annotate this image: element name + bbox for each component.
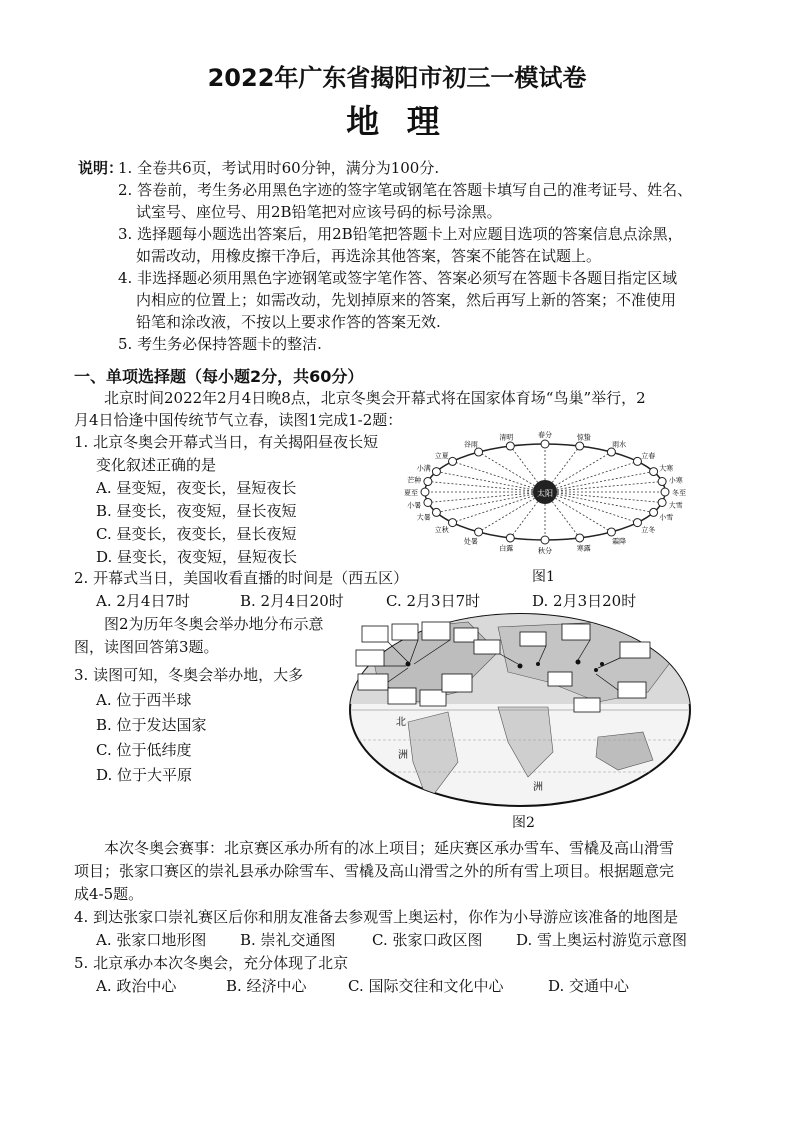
solar-term-label: 冬至: [672, 489, 686, 497]
solar-term-label: 小寒: [668, 476, 683, 485]
solar-term-label: 立夏: [434, 452, 449, 461]
solar-term-label: 秋分: [538, 547, 552, 555]
solar-term-label: 大暑: [416, 513, 431, 522]
option: B. 2月4日20时: [240, 592, 344, 610]
orbit-spoke: [545, 472, 654, 492]
solar-term-label: 清明: [499, 433, 514, 442]
instruction-line: 3. 选择题每小题选出答案后，用2B铅笔把答题卡上对应题目选项的答案信息点涂黑，: [118, 225, 683, 243]
option: D. 位于大平原: [96, 766, 193, 784]
option: C. 2月3日7时: [386, 592, 481, 610]
option: C. 国际交往和文化中心: [348, 977, 504, 995]
solar-term-label: 小暑: [407, 501, 422, 510]
question-stem: 2. 开幕式当日，美国收看直播的时间是（西五区）: [74, 569, 409, 587]
question-stem: 1. 北京冬奥会开幕式当日，有关揭阳昼夜长短: [74, 433, 379, 451]
option: B. 经济中心: [226, 977, 307, 995]
option: A. 政治中心: [96, 977, 177, 995]
question-stem: 3. 读图可知，冬奥会举办地，大多: [74, 666, 304, 684]
solar-term-label: 霜降: [612, 537, 627, 546]
figure-caption: 图2: [512, 815, 535, 831]
question-stem: 变化叙述正确的是: [96, 456, 217, 474]
option: C. 昼变长，夜变长，昼长夜短: [96, 525, 297, 543]
solar-term-label: 立冬: [641, 525, 656, 534]
instruction-line: 铅笔和涂改液，不按以上要求作答的答案无效.: [136, 313, 441, 331]
orbit-spoke: [545, 492, 637, 523]
solar-term-label: 大寒: [659, 464, 674, 473]
subject-title: 地 理: [346, 102, 448, 141]
earth-position-node: [432, 508, 440, 516]
solar-term-label: 寒露: [576, 544, 591, 553]
option: D. 昼变长，夜变短，昼短夜长: [96, 548, 298, 566]
winter-olympics-world-map: [348, 612, 692, 808]
solar-term-label: 芒种: [407, 476, 422, 485]
earth-position-node: [541, 536, 549, 544]
earth-position-node: [576, 534, 584, 542]
option: A. 昼变短，夜变长，昼短夜长: [96, 479, 297, 497]
earth-position-node: [506, 442, 514, 450]
passage-text: 月4日恰逢中国传统节气立春，读图1完成1-2题：: [74, 411, 403, 429]
orbit-spoke: [428, 482, 545, 492]
solar-terms-diagram: [404, 430, 690, 570]
orbit-spoke: [453, 461, 545, 492]
figure-caption: 图1: [532, 569, 555, 585]
orbit-spoke: [428, 492, 545, 502]
option: D. 雪上奥运村游览示意图: [516, 931, 688, 949]
earth-position-node: [475, 528, 483, 536]
instruction-line: 5. 考生务必保持答题卡的整洁.: [118, 335, 322, 353]
solar-term-label: 谷雨: [463, 440, 478, 449]
orbit-spoke: [545, 482, 662, 492]
passage-text: 成4-5题。: [74, 885, 144, 903]
instruction-line: 试室号、座位号、用2B铅笔把对应该号码的标号涂黑。: [136, 203, 502, 221]
earth-position-node: [421, 488, 429, 496]
passage-text: 北京时间2022年2月4日晚8点，北京冬奥会开幕式将在国家体育场“鸟巢”举行，2: [104, 389, 646, 407]
earth-position-node: [661, 488, 669, 496]
earth-position-node: [432, 468, 440, 476]
instruction-line: 2. 答卷前，考生务必用黑色字迹的签字笔或钢笔在答题卡填写自己的准考证号、姓名、: [118, 181, 693, 199]
solar-term-label: 夏至: [404, 489, 418, 497]
earth-position-node: [449, 457, 457, 465]
earth-position-node: [541, 440, 549, 448]
passage-text: 图2为历年冬奥会举办地分布示意: [104, 615, 324, 633]
passage-text: 项目；张家口赛区的崇礼县承办除雪车、雪橇及高山滑雪之外的所有雪上项目。根据题意完: [74, 862, 675, 880]
earth-position-node: [607, 528, 615, 536]
orbit-spoke: [545, 492, 654, 512]
solar-term-label: 雨水: [612, 440, 627, 449]
option: D. 交通中心: [548, 977, 630, 995]
orbit-spoke: [436, 472, 545, 492]
earth-position-node: [475, 448, 483, 456]
earth-position-node: [658, 498, 666, 506]
exam-title: 2022年广东省揭阳市初三一模试卷: [207, 64, 587, 92]
instruction-line: 1. 全卷共6页，考试用时60分钟，满分为100分.: [118, 159, 440, 177]
solar-term-label: 白露: [499, 544, 514, 553]
option: B. 昼变长，夜变短，昼长夜短: [96, 502, 297, 520]
passage-text: 本次冬奥会赛事：北京赛区承办所有的冰上项目；延庆赛区承办雪车、雪橇及高山滑雪: [104, 839, 675, 857]
question-stem: 4. 到达张家口崇礼赛区后你和朋友准备去参观雪上奥运村，你作为小导游应该准备的地图是: [74, 908, 679, 926]
earth-position-node: [449, 519, 457, 527]
earth-position-node: [650, 468, 658, 476]
orbit-spoke: [453, 492, 545, 523]
solar-term-label: 小满: [416, 464, 431, 473]
option: D. 2月3日20时: [532, 592, 637, 610]
passage-text: 图，读图回答第3题。: [74, 638, 219, 656]
option: A. 2月4日7时: [96, 592, 190, 610]
option: C. 位于低纬度: [96, 741, 192, 759]
map-label: 洲: [533, 782, 543, 793]
orbit-spoke: [545, 461, 637, 492]
orbit-spoke: [545, 492, 662, 502]
section-heading: 一、单项选择题（每小题2分，共60分）: [74, 367, 364, 386]
map-label: 北: [396, 717, 406, 728]
map-label: 洲: [398, 750, 408, 761]
option: C. 张家口政区图: [372, 931, 483, 949]
solar-term-label: 立秋: [434, 525, 449, 534]
sun-label: 太阳: [537, 489, 553, 498]
earth-position-node: [424, 478, 432, 486]
option: A. 位于西半球: [96, 691, 192, 709]
option: B. 崇礼交通图: [240, 931, 336, 949]
option: A. 张家口地形图: [96, 931, 207, 949]
solar-term-label: 立春: [641, 452, 656, 461]
option: B. 位于发达国家: [96, 716, 207, 734]
earth-position-node: [607, 448, 615, 456]
solar-term-label: 惊蛰: [576, 433, 591, 442]
orbit-spoke: [436, 492, 545, 512]
solar-term-label: 春分: [538, 431, 552, 439]
solar-term-label: 小雪: [659, 513, 674, 522]
question-stem: 5. 北京承办本次冬奥会，充分体现了北京: [74, 954, 349, 972]
solar-term-label: 处暑: [463, 537, 478, 546]
instructions-label: 说明：: [78, 159, 124, 177]
earth-position-node: [506, 534, 514, 542]
instruction-line: 4. 非选择题必须用黑色字迹钢笔或签字笔作答、答案必须写在答题卡各题目指定区域: [118, 269, 678, 287]
earth-position-node: [650, 508, 658, 516]
instruction-line: 内相应的位置上；如需改动，先划掉原来的答案，然后再写上新的答案；不准使用: [136, 291, 677, 309]
instruction-line: 如需改动，用橡皮擦干净后，再选涂其他答案，答案不能答在试题上。: [136, 247, 602, 265]
earth-position-node: [424, 498, 432, 506]
earth-position-node: [658, 478, 666, 486]
solar-term-label: 大雪: [668, 501, 683, 510]
earth-position-node: [576, 442, 584, 450]
